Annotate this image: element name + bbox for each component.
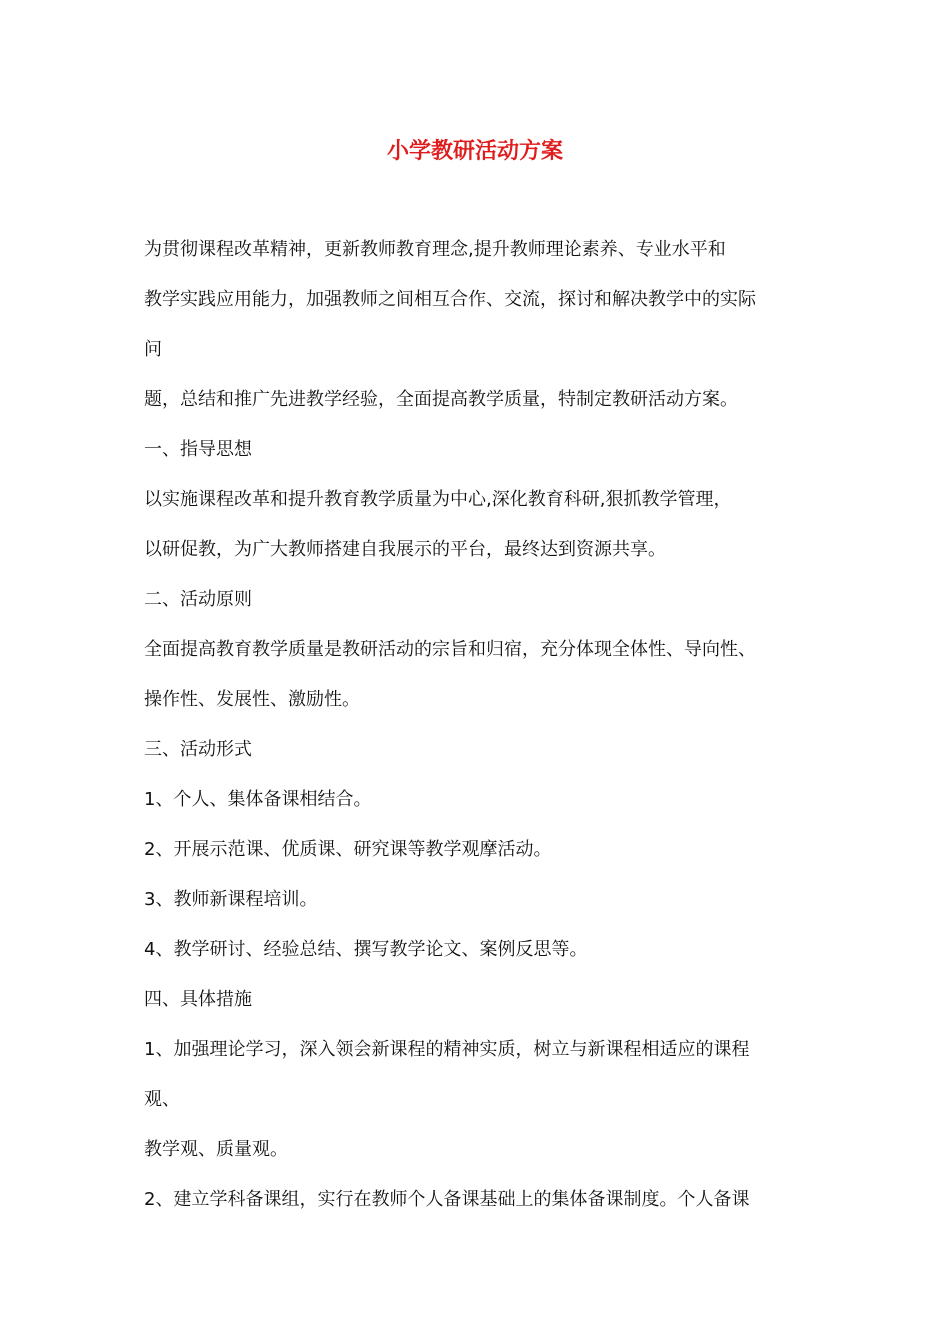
text-line-2: 教学实践应用能力，加强教师之间相互合作、交流，探讨和解决教学中的实际 — [144, 289, 756, 310]
text-line-10: 操作性、发展性、激励性。 — [144, 689, 360, 710]
document-title: 小学教研活动方案 — [386, 139, 563, 164]
list-item-form-4: 4、教学研讨、经验总结、撰写教学论文、案例反思等。 — [144, 939, 588, 960]
text-line-7: 以研促教，为广大教师搭建自我展示的平台，最终达到资源共享。 — [144, 539, 666, 560]
text-line-3: 问 — [144, 339, 162, 360]
text-line-6: 以实施课程改革和提升教育教学质量为中心,深化教育科研,狠抓教学管理， — [144, 489, 732, 510]
list-item-measure-2: 2、建立学科备课组，实行在教师个人备课基础上的集体备课制度。个人备课 — [144, 1189, 750, 1210]
section-heading-activity-principles: 二、活动原则 — [144, 589, 252, 610]
list-item-form-3: 3、教师新课程培训。 — [144, 889, 318, 910]
text-line-19: 教学观、质量观。 — [144, 1139, 288, 1160]
section-heading-activity-forms: 三、活动形式 — [144, 739, 252, 760]
text-line-9: 全面提高教育教学质量是教研活动的宗旨和归宿，充分体现全体性、导向性、 — [144, 639, 756, 660]
text-line-18: 观、 — [144, 1089, 180, 1110]
list-item-form-1: 1、个人、集体备课相结合。 — [144, 789, 372, 810]
section-heading-specific-measures: 四、具体措施 — [144, 989, 252, 1010]
list-item-measure-1: 1、加强理论学习，深入领会新课程的精神实质，树立与新课程相适应的课程 — [144, 1039, 750, 1060]
list-item-form-2: 2、开展示范课、优质课、研究课等教学观摩活动。 — [144, 839, 552, 860]
document-body — [144, 234, 824, 1234]
text-line-1: 为贯彻课程改革精神，更新教师教育理念,提升教师理论素养、专业水平和 — [144, 239, 726, 260]
section-heading-guiding-ideology: 一、指导思想 — [144, 439, 252, 460]
text-line-4: 题，总结和推广先进教学经验，全面提高教学质量，特制定教研活动方案。 — [144, 389, 738, 410]
